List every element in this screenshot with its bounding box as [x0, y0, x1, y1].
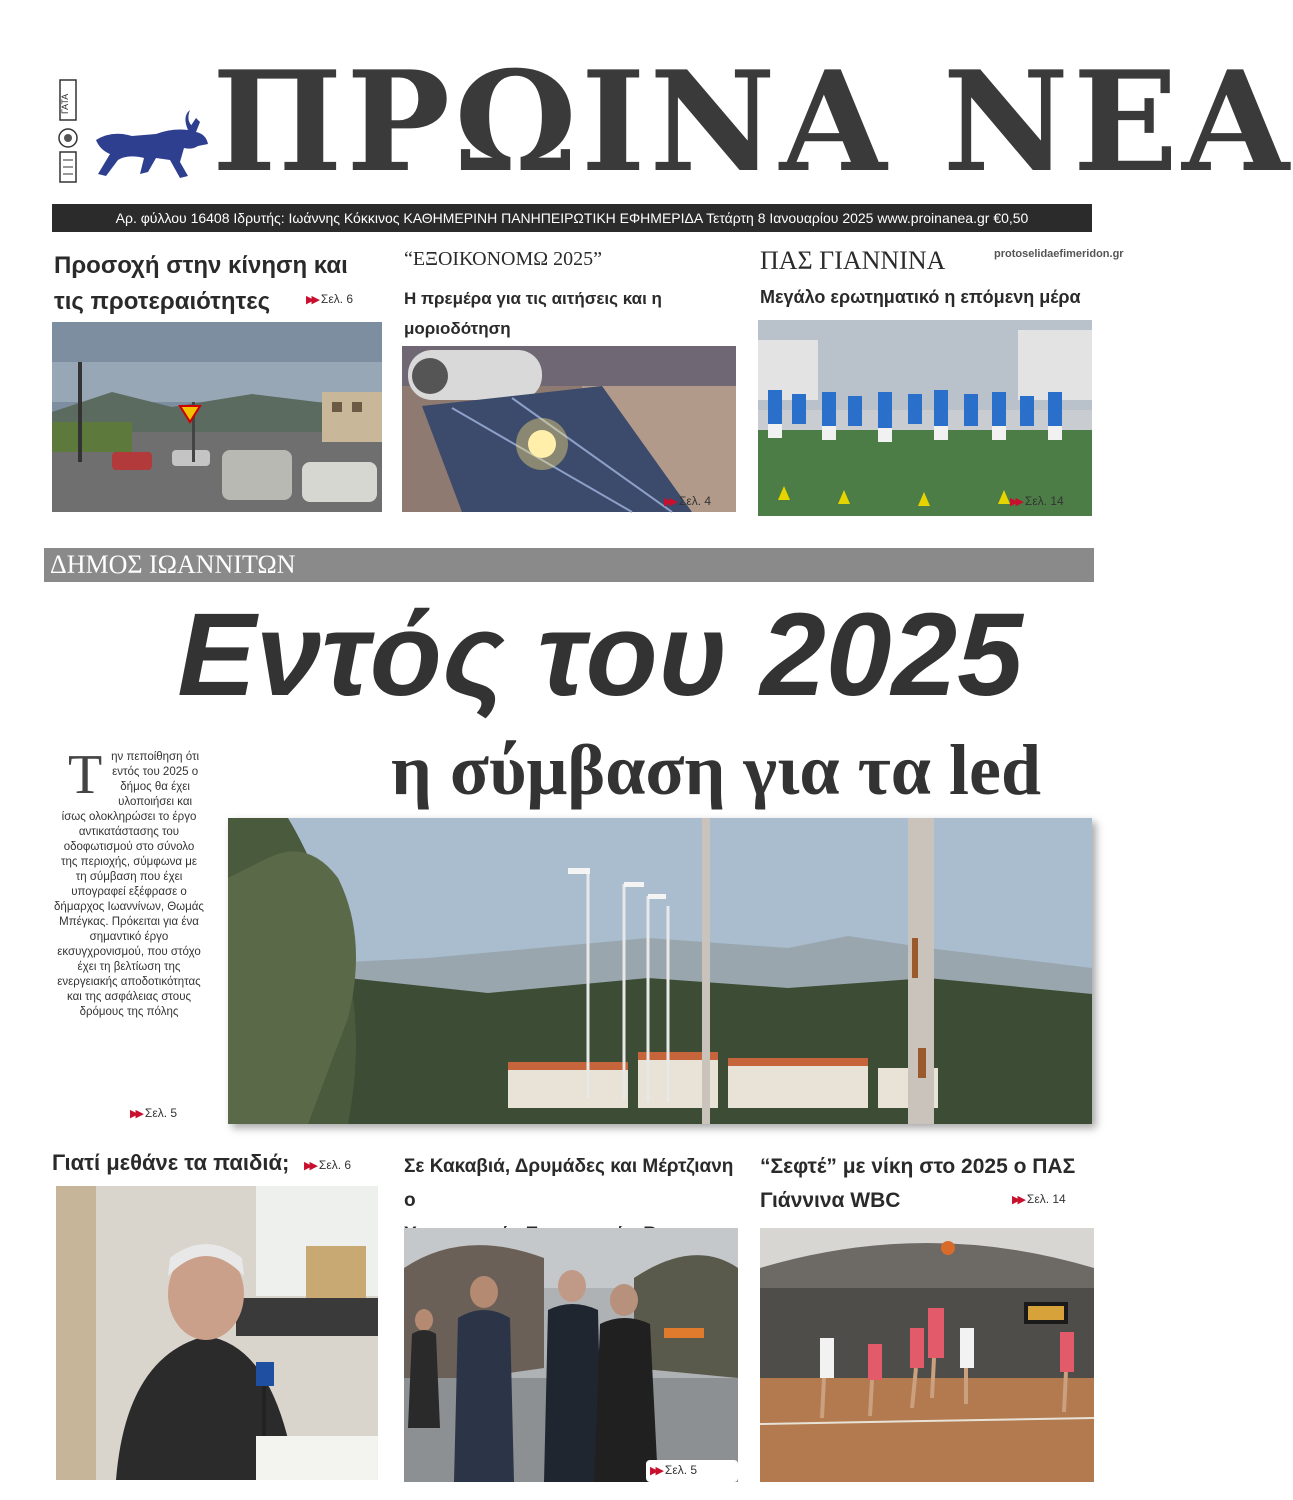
bottom-story-1-photo[interactable] — [56, 1186, 378, 1480]
top-story-2-headline-line1: Η πρεμέρα για τις αιτήσεις και η μοριοδότηση — [404, 289, 662, 338]
masthead-logo-badge — [54, 80, 84, 188]
bottom-story-1-page-ref[interactable] — [304, 1158, 351, 1172]
double-arrow-icon: ▶▶ — [664, 495, 675, 508]
double-arrow-icon: ▶▶ — [1012, 1193, 1023, 1206]
page-ref-label: Σελ. 6 — [318, 1158, 352, 1172]
masthead-title: ΠΡΩΙΝΑ ΝΕΑ — [212, 40, 1293, 203]
bottom-story-2-headline-line1: Σε Κακαβιά, Δρυμάδες και Μέρτζιανη ο — [404, 1156, 734, 1211]
top-story-1-headline[interactable] — [54, 248, 374, 320]
double-arrow-icon: ▶▶ — [130, 1107, 141, 1120]
top-story-2-photo[interactable] — [402, 346, 736, 512]
top-story-1-headline-line1: Προσοχή στην κίνηση και — [54, 252, 348, 279]
bottom-story-3-page-ref[interactable] — [1012, 1192, 1066, 1206]
lead-dropcap: Τ — [68, 744, 103, 806]
issue-info-bar: Αρ. φύλλου 16408 Ιδρυτής: Ιωάννης Κόκκινος ΚΑΘΗΜΕΡΙΝΗ ΠΑΝΗΠΕΙΡΩΤΙΚΗ ΕΦΗΜΕΡΙΔΑ Τετάρτη 8 Ιανουαρίου 2025 www.proinanea.gr €0,50 — [52, 204, 1092, 232]
page-ref-label: Σελ. 5 — [664, 1463, 698, 1477]
top-story-2-page-ref[interactable] — [664, 494, 711, 508]
bottom-story-3-headline[interactable] — [760, 1150, 1100, 1218]
top-story-3-photo[interactable] — [758, 320, 1092, 516]
top-story-1-photo[interactable] — [52, 322, 382, 512]
lead-body-paragraph: ην πεποίθηση ότι εντός του 2025 ο δήμος θα έχει υλοποιήσει και ίσως ολοκληρώσει το έργο αντικατάστασης του οδοφωτισμού στο σύνολο της περιοχής, σύμφωνα με τη σύμβαση που έχει υπογραφεί εξέφρασε ο δήμαρχος Ιωαννίνων, Θωμάς Μπέγκας. Πρόκειται για ένα σημαντικό έργο εκσυγχρονισμού, που στόχο έχει τη βελτίωση της ενεργειακής αποδοτικότητας και της ασφάλειας στους δρόμους της πόλης — [54, 751, 204, 1018]
page-ref-label: Σελ. 14 — [1024, 494, 1064, 508]
page-ref-label: Σελ. 14 — [1026, 1192, 1066, 1206]
double-arrow-icon: ▶▶ — [306, 293, 317, 306]
lead-photo[interactable] — [228, 818, 1092, 1124]
bottom-story-3-photo[interactable] — [760, 1228, 1094, 1482]
top-story-2-kicker: “ΕΞΟΙΚΟΝΟΜΩ 2025” — [404, 248, 602, 270]
bottom-story-1-headline[interactable]: Γιατί μεθάνε τα παιδιά; — [52, 1150, 290, 1175]
watermark-text: protoselidaefimeridon.gr — [994, 248, 1124, 260]
bottom-story-2-page-ref[interactable] — [650, 1463, 697, 1477]
top-story-3-kicker: ΠΑΣ ΓΙΑΝΝΙΝΑ — [760, 246, 946, 275]
top-story-1-headline-line2: τις προτεραιότητες — [54, 288, 271, 315]
svg-text:ΓΑΤΑ: ΓΑΤΑ — [60, 93, 70, 114]
double-arrow-icon: ▶▶ — [1010, 495, 1021, 508]
lead-section-band: ΔΗΜΟΣ ΙΩΑΝΝΙΤΩΝ — [44, 548, 1094, 582]
top-story-3-page-ref[interactable] — [1010, 494, 1064, 508]
lead-body-text — [54, 744, 204, 1020]
page-ref-label: Σελ. 5 — [144, 1106, 178, 1120]
bottom-story-3-headline-line2: Γιάννινα WBC — [760, 1189, 901, 1212]
top-story-3-headline[interactable] — [760, 282, 1100, 312]
top-story-1-page-ref[interactable] — [306, 292, 353, 306]
page-ref-label: Σελ. 4 — [678, 494, 712, 508]
masthead-goat-logo — [92, 110, 210, 182]
bottom-story-3-headline-line1: “Σεφτέ” με νίκη στο 2025 ο ΠΑΣ — [760, 1155, 1076, 1178]
top-story-3-headline-line1: Μεγάλο ερωτηματικό η επόμενη μέρα — [760, 287, 1081, 307]
lead-headline[interactable]: Εντός του 2025 — [177, 589, 1023, 721]
lead-page-ref[interactable] — [130, 1106, 177, 1120]
lead-subheadline[interactable]: η σύμβαση για τα led — [391, 730, 1041, 810]
page-ref-label: Σελ. 6 — [320, 292, 354, 306]
bottom-story-2-photo[interactable] — [404, 1228, 738, 1482]
double-arrow-icon: ▶▶ — [304, 1159, 315, 1172]
double-arrow-icon: ▶▶ — [650, 1464, 661, 1477]
